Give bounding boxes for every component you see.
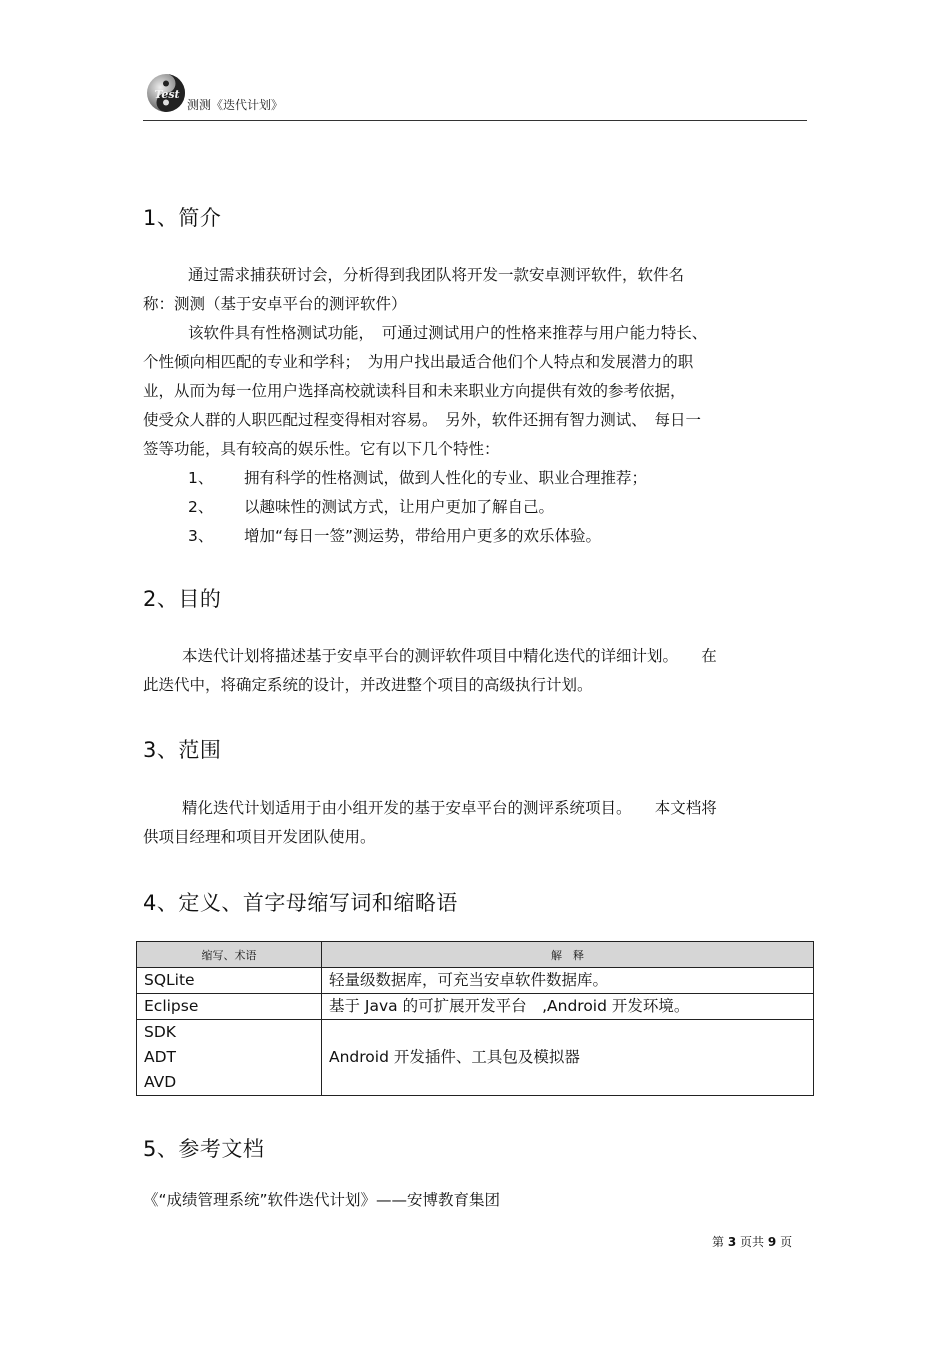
test-logo-icon (145, 72, 187, 114)
column-header-term: 缩写、术语 (137, 942, 322, 968)
table-header-row (137, 942, 814, 968)
feature-item (188, 524, 601, 546)
intro-line-5: 业，从而为每一位用户选择高校就读科目和未来职业方向提供有效的参考依据， (143, 382, 686, 400)
definitions-table (136, 941, 814, 1096)
term-cell: SQLite (137, 968, 322, 994)
header-title: 测测《迭代计划》 (187, 98, 284, 112)
feature-number: 2、 (188, 498, 214, 516)
table-row (137, 994, 814, 1020)
purpose-line-1: 本迭代计划将描述基于安卓平台的测评软件项目中精化迭代的详细计划。 在 (182, 647, 717, 665)
section-heading-intro: 1、简介 (143, 206, 222, 230)
table-row (137, 968, 814, 994)
feature-text: 以趣味性的测试方式，让用户更加了解自己。 (244, 498, 555, 516)
page-header (143, 70, 807, 121)
current-page-number: 3 (727, 1235, 737, 1249)
purpose-line-2: 此迭代中，将确定系统的设计，并改进整个项目的高级执行计划。 (143, 676, 593, 694)
column-header-description: 解 释 (322, 942, 814, 968)
intro-line-1: 通过需求捕获研讨会，分析得到我团队将开发一款安卓测评软件，软件名 (188, 266, 685, 284)
section-heading-scope: 3、范围 (143, 738, 222, 762)
section-heading-purpose: 2、目的 (143, 587, 222, 611)
term-sdk: SDK (144, 1023, 176, 1041)
feature-item (188, 495, 554, 517)
feature-item (188, 466, 647, 488)
section-heading-definitions: 4、定义、首字母缩写词和缩略语 (143, 891, 458, 915)
footer-mid: 页共 (740, 1235, 765, 1249)
intro-line-7: 签等功能，具有较高的娱乐性。它有以下几个特性： (143, 440, 500, 458)
intro-line-6: 使受众人群的人职匹配过程变得相对容易。 另外，软件还拥有智力测试、 每日一 (143, 411, 702, 429)
footer-prefix: 第 (712, 1235, 725, 1249)
scope-line-1: 精化迭代计划适用于由小组开发的基于安卓平台的测评系统项目。 本文档将 (182, 799, 717, 817)
reference-item: 《“成绩管理系统”软件迭代计划》——安博教育集团 (143, 1191, 501, 1209)
description-cell: 轻量级数据库，可充当安卓软件数据库。 (322, 968, 814, 994)
table-row (137, 1020, 814, 1096)
intro-line-2: 称：测测（基于安卓平台的测评软件） (143, 295, 407, 313)
footer-suffix: 页 (780, 1235, 793, 1249)
svg-text:Test: Test (154, 88, 180, 101)
description-cell: 基于 Java 的可扩展开发平台 ,Android 开发环境。 (322, 994, 814, 1020)
section-heading-references: 5、参考文档 (143, 1137, 265, 1161)
feature-text: 增加“每日一签”测运势，带给用户更多的欢乐体验。 (244, 527, 602, 545)
description-cell: Android 开发插件、工具包及模拟器 (322, 1020, 814, 1096)
feature-number: 3、 (188, 527, 214, 545)
feature-number: 1、 (188, 469, 214, 487)
feature-text: 拥有科学的性格测试，做到人性化的专业、职业合理推荐； (244, 469, 648, 487)
term-cell (137, 1020, 322, 1096)
total-page-count: 9 (767, 1235, 777, 1249)
page-footer (712, 1233, 792, 1250)
term-avd: AVD (144, 1073, 177, 1091)
scope-line-2: 供项目经理和项目开发团队使用。 (143, 828, 376, 846)
term-cell: Eclipse (137, 994, 322, 1020)
intro-line-4: 个性倾向相匹配的专业和学科； 为用户找出最适合他们个人特点和发展潜力的职 (143, 353, 694, 371)
intro-line-3: 该软件具有性格测试功能， 可通过测试用户的性格来推荐与用户能力特长、 (188, 324, 708, 342)
term-adt: ADT (144, 1048, 177, 1066)
